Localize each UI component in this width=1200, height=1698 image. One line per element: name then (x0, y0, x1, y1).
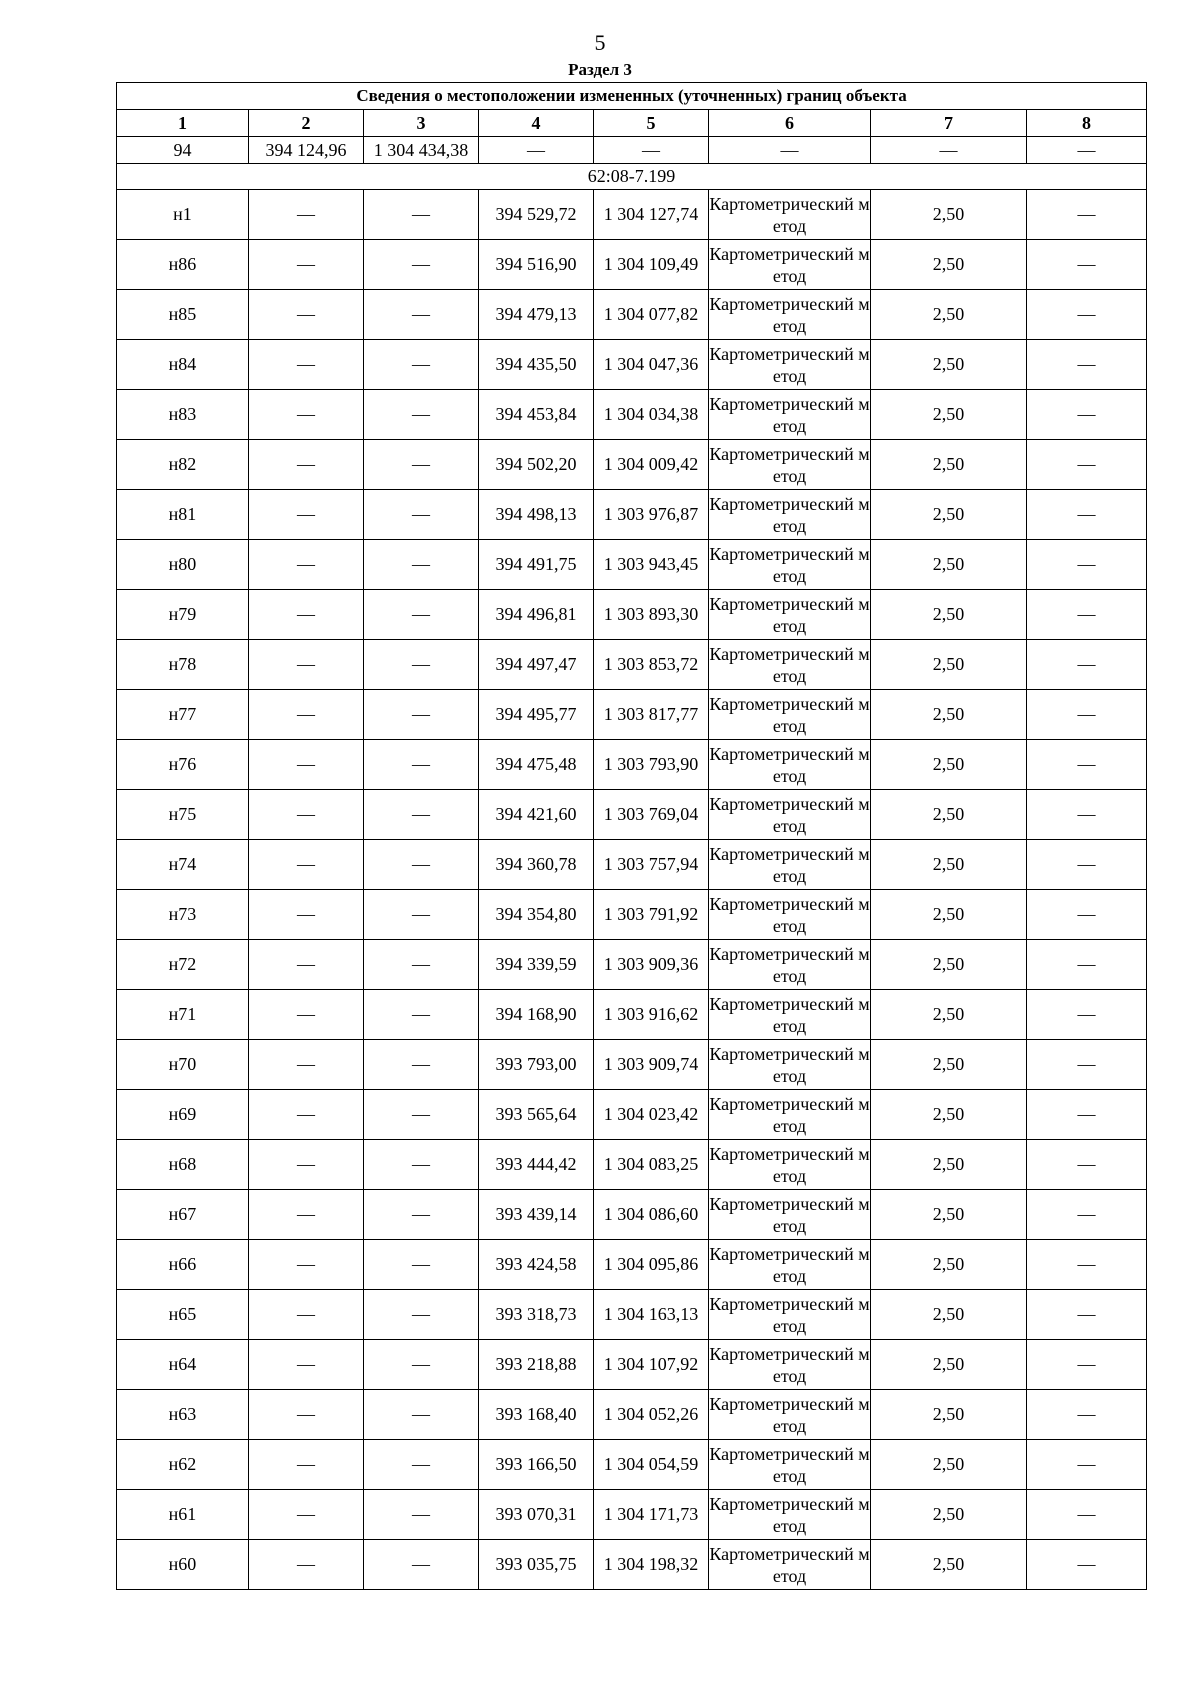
cell-x-new: 393 424,58 (479, 1240, 594, 1290)
column-number: 7 (871, 110, 1027, 137)
cell-accuracy: 2,50 (871, 1040, 1027, 1090)
cell-x-old: — (249, 1390, 364, 1440)
cell-y-old: — (364, 1290, 479, 1340)
column-number: 4 (479, 110, 594, 137)
cell-y-old: — (364, 590, 479, 640)
cell-description: — (1027, 1090, 1147, 1140)
cell-method: Картометрический метод (709, 1390, 871, 1440)
table-row (117, 890, 1147, 940)
cell-description: — (1027, 1290, 1147, 1340)
cell-description: — (1027, 740, 1147, 790)
cell-accuracy: 2,50 (871, 940, 1027, 990)
table-row (117, 390, 1147, 440)
parcel-label: 62:08-7.199 (117, 164, 1147, 190)
cell-x-old: — (249, 640, 364, 690)
cell-point: н79 (117, 590, 249, 640)
cell-y-old: — (364, 490, 479, 540)
cell-description: — (1027, 490, 1147, 540)
cell-method: Картометрический метод (709, 640, 871, 690)
cell-x-new: 394 529,72 (479, 190, 594, 240)
cell-x-new: 394 516,90 (479, 240, 594, 290)
cell-method: Картометрический метод (709, 1290, 871, 1340)
cell-y-new: 1 303 943,45 (594, 540, 709, 590)
cell-method: Картометрический метод (709, 740, 871, 790)
cell-x-old: — (249, 840, 364, 890)
cell-y-old: — (364, 1390, 479, 1440)
cell-accuracy: 2,50 (871, 1540, 1027, 1590)
cell-x-old: — (249, 590, 364, 640)
table-row (117, 840, 1147, 890)
cell-accuracy: 2,50 (871, 540, 1027, 590)
cell-point: н75 (117, 790, 249, 840)
cell-point: н76 (117, 740, 249, 790)
cell-y-new: 1 304 009,42 (594, 440, 709, 490)
cell-accuracy: 2,50 (871, 390, 1027, 440)
cell-description: — (1027, 540, 1147, 590)
cell-description: — (1027, 1140, 1147, 1190)
boundary-table (116, 82, 1147, 1590)
cell-x-old: — (249, 190, 364, 240)
cell-description: — (1027, 1490, 1147, 1540)
cell-x-new: 393 218,88 (479, 1340, 594, 1390)
cell-accuracy: 2,50 (871, 840, 1027, 890)
cell-x-old: — (249, 1040, 364, 1090)
cell-y-new: 1 303 853,72 (594, 640, 709, 690)
cell-y-old: — (364, 1490, 479, 1540)
cell-x-new: 393 565,64 (479, 1090, 594, 1140)
cell-method: Картометрический метод (709, 1040, 871, 1090)
cell-x-old: — (249, 1440, 364, 1490)
cell-y-old: — (364, 1240, 479, 1290)
cell-x-old: — (249, 790, 364, 840)
cell-description: — (1027, 940, 1147, 990)
table-row (117, 990, 1147, 1040)
table-row (117, 240, 1147, 290)
cell-y-old: — (364, 540, 479, 590)
column-number: 8 (1027, 110, 1147, 137)
cell-point: н1 (117, 190, 249, 240)
cell-method: Картометрический метод (709, 1240, 871, 1290)
cell-y-old: — (364, 740, 479, 790)
cell-method: Картометрический метод (709, 590, 871, 640)
cell-description: — (1027, 390, 1147, 440)
cell-method: Картометрический метод (709, 190, 871, 240)
column-number: 3 (364, 110, 479, 137)
cell-method: Картометрический метод (709, 1440, 871, 1490)
table-row (117, 940, 1147, 990)
cell-y-old: — (364, 1040, 479, 1090)
cell-x-old: — (249, 940, 364, 990)
table-row (117, 1490, 1147, 1540)
cell-y-old: — (364, 1340, 479, 1390)
cell-x-new: 393 166,50 (479, 1440, 594, 1490)
cell-description: — (1027, 640, 1147, 690)
cell-point: н66 (117, 1240, 249, 1290)
table-row (117, 690, 1147, 740)
cell-x-new: 394 435,50 (479, 340, 594, 390)
table-row (117, 1440, 1147, 1490)
cell-description: — (1027, 340, 1147, 390)
cell-description: — (1027, 590, 1147, 640)
cell-point: н67 (117, 1190, 249, 1240)
cell-method: Картометрический метод (709, 240, 871, 290)
table-row (117, 440, 1147, 490)
cell-x-old: — (249, 240, 364, 290)
cell-description: — (1027, 1390, 1147, 1440)
table-row (117, 1090, 1147, 1140)
table-caption-row (117, 83, 1147, 110)
cell-method: Картометрический метод (709, 1540, 871, 1590)
cell-accuracy: 2,50 (871, 990, 1027, 1040)
cell-x-old: — (249, 390, 364, 440)
cell-x-old: — (249, 490, 364, 540)
cell-y-new: — (594, 137, 709, 164)
cell-x-new: 393 168,40 (479, 1390, 594, 1440)
table-row (117, 790, 1147, 840)
cell-x-new: 393 439,14 (479, 1190, 594, 1240)
cell-x-old: — (249, 1140, 364, 1190)
cell-y-new: 1 304 171,73 (594, 1490, 709, 1540)
cell-x-new: 394 479,13 (479, 290, 594, 340)
cell-description: — (1027, 990, 1147, 1040)
cell-x-old: — (249, 540, 364, 590)
cell-x-old: — (249, 1490, 364, 1540)
table-row (117, 1340, 1147, 1390)
cell-description: — (1027, 690, 1147, 740)
cell-point: н78 (117, 640, 249, 690)
cell-y-new: 1 303 909,74 (594, 1040, 709, 1090)
cell-accuracy: 2,50 (871, 240, 1027, 290)
cell-description: — (1027, 890, 1147, 940)
cell-description: — (1027, 1440, 1147, 1490)
cell-y-new: 1 304 077,82 (594, 290, 709, 340)
table-row (117, 137, 1147, 164)
cell-description: — (1027, 190, 1147, 240)
cell-point: н61 (117, 1490, 249, 1540)
cell-description: — (1027, 1240, 1147, 1290)
cell-x-new: 393 793,00 (479, 1040, 594, 1090)
cell-point: н71 (117, 990, 249, 1040)
cell-point: н70 (117, 1040, 249, 1090)
cell-point: н68 (117, 1140, 249, 1190)
cell-method: Картометрический метод (709, 1190, 871, 1240)
cell-y-new: 1 303 909,36 (594, 940, 709, 990)
cell-y-old: — (364, 890, 479, 940)
cell-x-new: — (479, 137, 594, 164)
cell-y-old: — (364, 640, 479, 690)
cell-accuracy: 2,50 (871, 1190, 1027, 1240)
cell-method: Картометрический метод (709, 490, 871, 540)
cell-accuracy: 2,50 (871, 790, 1027, 840)
cell-accuracy: 2,50 (871, 440, 1027, 490)
cell-y-old: — (364, 390, 479, 440)
cell-y-old: — (364, 1140, 479, 1190)
cell-point: н62 (117, 1440, 249, 1490)
cell-x-new: 394 354,80 (479, 890, 594, 940)
cell-description: — (1027, 290, 1147, 340)
cell-y-new: 1 304 109,49 (594, 240, 709, 290)
column-number: 6 (709, 110, 871, 137)
cell-point: н73 (117, 890, 249, 940)
cell-y-old: — (364, 1090, 479, 1140)
cell-accuracy: 2,50 (871, 590, 1027, 640)
cell-point: н86 (117, 240, 249, 290)
cell-x-old: — (249, 1340, 364, 1390)
cell-point: н72 (117, 940, 249, 990)
cell-point: н69 (117, 1090, 249, 1140)
cell-x-old: — (249, 1190, 364, 1240)
cell-method: Картометрический метод (709, 540, 871, 590)
cell-y-new: 1 304 198,32 (594, 1540, 709, 1590)
cell-point: н60 (117, 1540, 249, 1590)
table-row (117, 190, 1147, 240)
table-row (117, 740, 1147, 790)
cell-y-new: 1 304 127,74 (594, 190, 709, 240)
cell-method: Картометрический метод (709, 1090, 871, 1140)
cell-accuracy: 2,50 (871, 1240, 1027, 1290)
cell-accuracy: 2,50 (871, 190, 1027, 240)
cell-point: 94 (117, 137, 249, 164)
cell-y-new: 1 304 054,59 (594, 1440, 709, 1490)
cell-y-old: — (364, 1190, 479, 1240)
cell-y-new: 1 304 083,25 (594, 1140, 709, 1190)
cell-method: Картометрический метод (709, 990, 871, 1040)
parcel-label-row (117, 164, 1147, 190)
table-row (117, 540, 1147, 590)
cell-y-old: — (364, 240, 479, 290)
cell-x-new: 393 070,31 (479, 1490, 594, 1540)
table-row (117, 1540, 1147, 1590)
cell-x-new: 394 360,78 (479, 840, 594, 890)
cell-method: Картометрический метод (709, 1490, 871, 1540)
cell-y-old: — (364, 1440, 479, 1490)
cell-y-old: — (364, 690, 479, 740)
cell-point: н64 (117, 1340, 249, 1390)
cell-method: Картометрический метод (709, 890, 871, 940)
table-row (117, 640, 1147, 690)
cell-x-new: 394 502,20 (479, 440, 594, 490)
cell-y-new: 1 303 976,87 (594, 490, 709, 540)
cell-y-old: — (364, 340, 479, 390)
cell-accuracy: 2,50 (871, 1490, 1027, 1540)
cell-x-new: 394 496,81 (479, 590, 594, 640)
cell-point: н80 (117, 540, 249, 590)
cell-x-new: 394 339,59 (479, 940, 594, 990)
cell-y-old: — (364, 940, 479, 990)
cell-y-new: 1 303 817,77 (594, 690, 709, 740)
cell-x-new: 394 421,60 (479, 790, 594, 840)
table-row (117, 340, 1147, 390)
cell-method: Картометрический метод (709, 340, 871, 390)
cell-description: — (1027, 440, 1147, 490)
cell-y-new: 1 304 034,38 (594, 390, 709, 440)
cell-x-new: 393 444,42 (479, 1140, 594, 1190)
cell-description: — (1027, 137, 1147, 164)
cell-y-old: — (364, 190, 479, 240)
column-number: 1 (117, 110, 249, 137)
cell-x-old: — (249, 1290, 364, 1340)
cell-method: Картометрический метод (709, 440, 871, 490)
cell-y-new: 1 303 757,94 (594, 840, 709, 890)
cell-point: н81 (117, 490, 249, 540)
cell-x-old: — (249, 890, 364, 940)
cell-y-old: 1 304 434,38 (364, 137, 479, 164)
cell-accuracy: 2,50 (871, 290, 1027, 340)
cell-accuracy: 2,50 (871, 1390, 1027, 1440)
table-row (117, 1390, 1147, 1440)
table-row (117, 1290, 1147, 1340)
cell-point: н74 (117, 840, 249, 890)
cell-x-old: — (249, 990, 364, 1040)
cell-x-new: 394 497,47 (479, 640, 594, 690)
cell-accuracy: 2,50 (871, 1140, 1027, 1190)
cell-y-new: 1 304 052,26 (594, 1390, 709, 1440)
cell-x-new: 394 495,77 (479, 690, 594, 740)
cell-x-new: 394 168,90 (479, 990, 594, 1040)
cell-method: Картометрический метод (709, 1140, 871, 1190)
cell-x-old: — (249, 690, 364, 740)
cell-x-new: 393 318,73 (479, 1290, 594, 1340)
cell-x-new: 394 475,48 (479, 740, 594, 790)
column-number-row (117, 110, 1147, 137)
cell-description: — (1027, 790, 1147, 840)
cell-accuracy: 2,50 (871, 890, 1027, 940)
cell-method: Картометрический метод (709, 390, 871, 440)
cell-accuracy: 2,50 (871, 340, 1027, 390)
cell-description: — (1027, 1540, 1147, 1590)
cell-x-new: 394 491,75 (479, 540, 594, 590)
cell-x-old: — (249, 1090, 364, 1140)
cell-y-new: 1 303 916,62 (594, 990, 709, 1040)
cell-method: — (709, 137, 871, 164)
cell-point: н84 (117, 340, 249, 390)
cell-point: н63 (117, 1390, 249, 1440)
table-caption: Сведения о местоположении измененных (уточненных) границ объекта (117, 83, 1147, 110)
cell-accuracy: 2,50 (871, 1290, 1027, 1340)
table-body (117, 137, 1147, 1590)
cell-x-old: — (249, 1240, 364, 1290)
cell-accuracy: 2,50 (871, 740, 1027, 790)
cell-x-new: 394 498,13 (479, 490, 594, 540)
cell-description: — (1027, 1190, 1147, 1240)
cell-y-new: 1 303 893,30 (594, 590, 709, 640)
table-row (117, 1040, 1147, 1090)
cell-y-old: — (364, 790, 479, 840)
cell-method: Картометрический метод (709, 1340, 871, 1390)
cell-y-old: — (364, 990, 479, 1040)
cell-x-old: — (249, 340, 364, 390)
cell-accuracy: 2,50 (871, 490, 1027, 540)
table-row (117, 1190, 1147, 1240)
cell-point: н77 (117, 690, 249, 740)
cell-description: — (1027, 240, 1147, 290)
cell-accuracy: 2,50 (871, 1340, 1027, 1390)
cell-method: Картометрический метод (709, 840, 871, 890)
cell-description: — (1027, 840, 1147, 890)
cell-x-old: 394 124,96 (249, 137, 364, 164)
cell-y-new: 1 304 086,60 (594, 1190, 709, 1240)
cell-point: н83 (117, 390, 249, 440)
column-number: 2 (249, 110, 364, 137)
cell-x-new: 393 035,75 (479, 1540, 594, 1590)
cell-description: — (1027, 1040, 1147, 1090)
cell-description: — (1027, 1340, 1147, 1390)
table-row (117, 590, 1147, 640)
cell-x-old: — (249, 440, 364, 490)
table-row (117, 290, 1147, 340)
cell-point: н65 (117, 1290, 249, 1340)
cell-point: н82 (117, 440, 249, 490)
cell-accuracy: 2,50 (871, 640, 1027, 690)
cell-method: Картометрический метод (709, 290, 871, 340)
cell-y-new: 1 304 047,36 (594, 340, 709, 390)
cell-y-new: 1 304 095,86 (594, 1240, 709, 1290)
cell-x-old: — (249, 290, 364, 340)
cell-x-old: — (249, 1540, 364, 1590)
cell-x-new: 394 453,84 (479, 390, 594, 440)
cell-point: н85 (117, 290, 249, 340)
cell-accuracy: — (871, 137, 1027, 164)
cell-method: Картометрический метод (709, 790, 871, 840)
cell-y-new: 1 304 163,13 (594, 1290, 709, 1340)
cell-y-new: 1 303 791,92 (594, 890, 709, 940)
column-number: 5 (594, 110, 709, 137)
page-number: 5 (594, 30, 606, 55)
table-row (117, 1240, 1147, 1290)
cell-y-old: — (364, 290, 479, 340)
cell-accuracy: 2,50 (871, 1440, 1027, 1490)
cell-y-new: 1 304 107,92 (594, 1340, 709, 1390)
cell-y-old: — (364, 440, 479, 490)
cell-method: Картометрический метод (709, 940, 871, 990)
cell-x-old: — (249, 740, 364, 790)
cell-method: Картометрический метод (709, 690, 871, 740)
cell-y-old: — (364, 1540, 479, 1590)
cell-accuracy: 2,50 (871, 1090, 1027, 1140)
cell-y-old: — (364, 840, 479, 890)
cell-y-new: 1 304 023,42 (594, 1090, 709, 1140)
cell-y-new: 1 303 769,04 (594, 790, 709, 840)
table-row (117, 490, 1147, 540)
section-title: Раздел 3 (568, 60, 632, 79)
cell-accuracy: 2,50 (871, 690, 1027, 740)
table-row (117, 1140, 1147, 1190)
cell-y-new: 1 303 793,90 (594, 740, 709, 790)
